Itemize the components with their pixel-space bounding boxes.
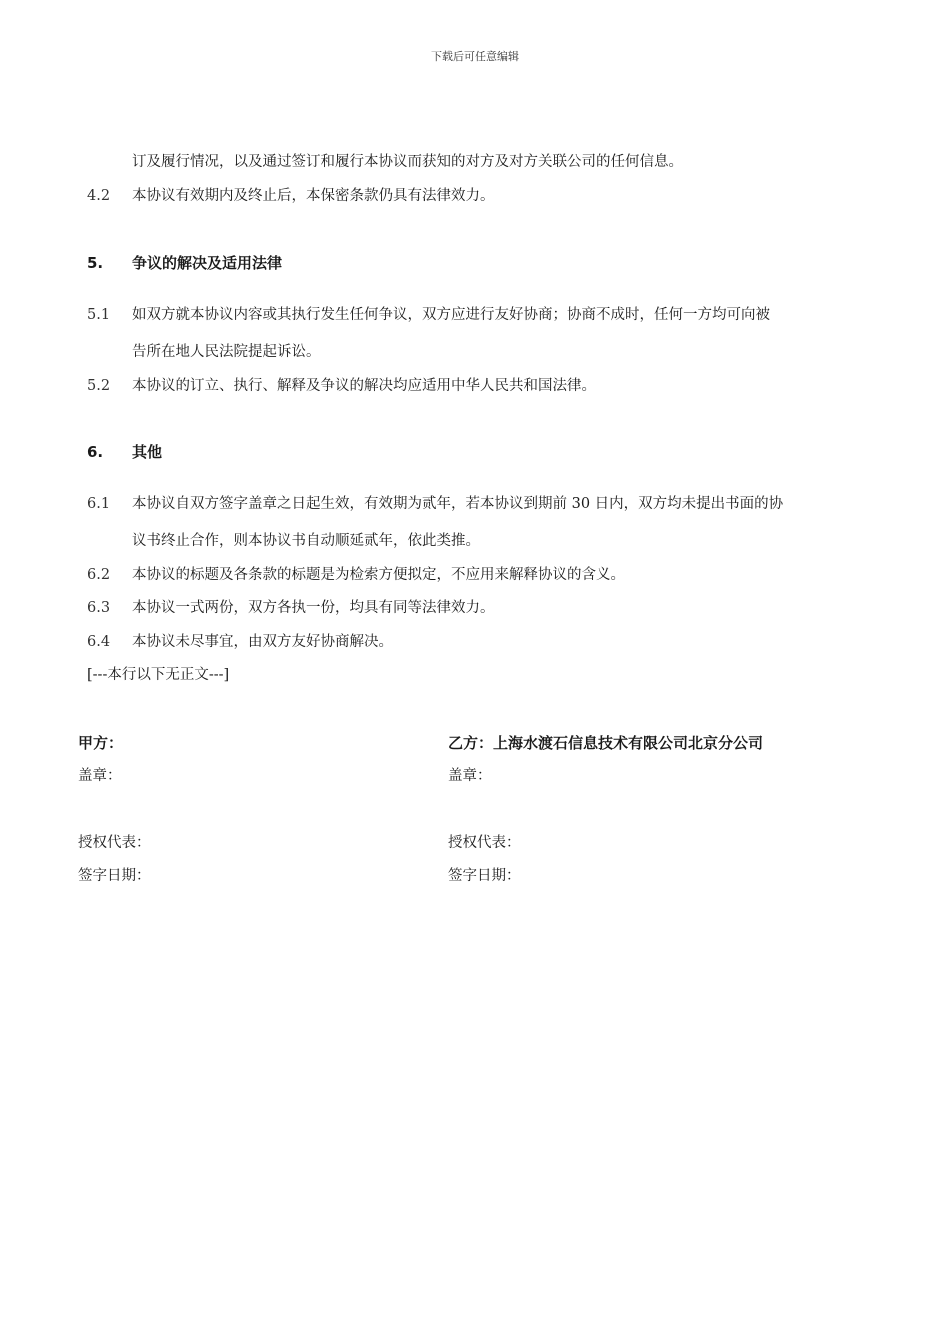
clause-5-1-number: 5.1 <box>87 307 111 323</box>
party-b-representative-label: 授权代表： <box>448 835 521 851</box>
clause-5-2-text: 本协议的订立、执行、解释及争议的解决均应适用中华人民共和国法律。 <box>132 378 596 394</box>
party-a-date-label: 签字日期： <box>78 868 151 884</box>
section-5-title: 争议的解决及适用法律 <box>132 254 283 272</box>
clause-4-2-number: 4.2 <box>87 188 111 204</box>
clause-5-1-text-continued: 告所在地人民法院提起诉讼。 <box>132 344 321 360</box>
section-5-number: 5. <box>87 254 104 272</box>
party-a-label: 甲方： <box>78 734 124 752</box>
clause-6-1-number: 6.1 <box>87 496 111 512</box>
section-6-number: 6. <box>87 443 104 461</box>
clause-4-1-continuation: 订及履行情况，以及通过签订和履行本协议而获知的对方及对方关联公司的任何信息。 <box>132 154 683 170</box>
page-header: 下载后可任意编辑 <box>431 50 519 63</box>
party-b-seal-label: 盖章： <box>448 768 492 784</box>
party-a-seal-label: 盖章： <box>78 768 122 784</box>
clause-6-4-text: 本协议未尽事宜，由双方友好协商解决。 <box>132 634 393 650</box>
section-6-title: 其他 <box>132 443 163 461</box>
party-b-label: 乙方：上海水渡石信息技术有限公司北京分公司 <box>448 734 764 752</box>
party-b-date-label: 签字日期： <box>448 868 521 884</box>
party-a-representative-label: 授权代表： <box>78 835 151 851</box>
clause-6-1-text-continued: 议书终止合作，则本协议书自动顺延贰年，依此类推。 <box>132 533 480 549</box>
clause-6-3-number: 6.3 <box>87 600 111 616</box>
clause-5-2-number: 5.2 <box>87 378 111 394</box>
clause-4-2-text: 本协议有效期内及终止后，本保密条款仍具有法律效力。 <box>132 188 495 204</box>
end-of-text-marker: [---本行以下无正文---] <box>87 667 230 683</box>
clause-6-3-text: 本协议一式两份，双方各执一份，均具有同等法律效力。 <box>132 600 495 616</box>
clause-6-4-number: 6.4 <box>87 634 111 650</box>
clause-6-1-text: 本协议自双方签字盖章之日起生效，有效期为贰年，若本协议到期前 30 日内，双方均未提出书面的协 <box>132 496 784 512</box>
clause-5-1-text: 如双方就本协议内容或其执行发生任何争议，双方应进行友好协商；协商不成时，任何一方均可向被 <box>132 307 770 323</box>
clause-6-2-number: 6.2 <box>87 567 111 583</box>
clause-6-2-text: 本协议的标题及各条款的标题是为检索方便拟定，不应用来解释协议的含义。 <box>132 567 625 583</box>
